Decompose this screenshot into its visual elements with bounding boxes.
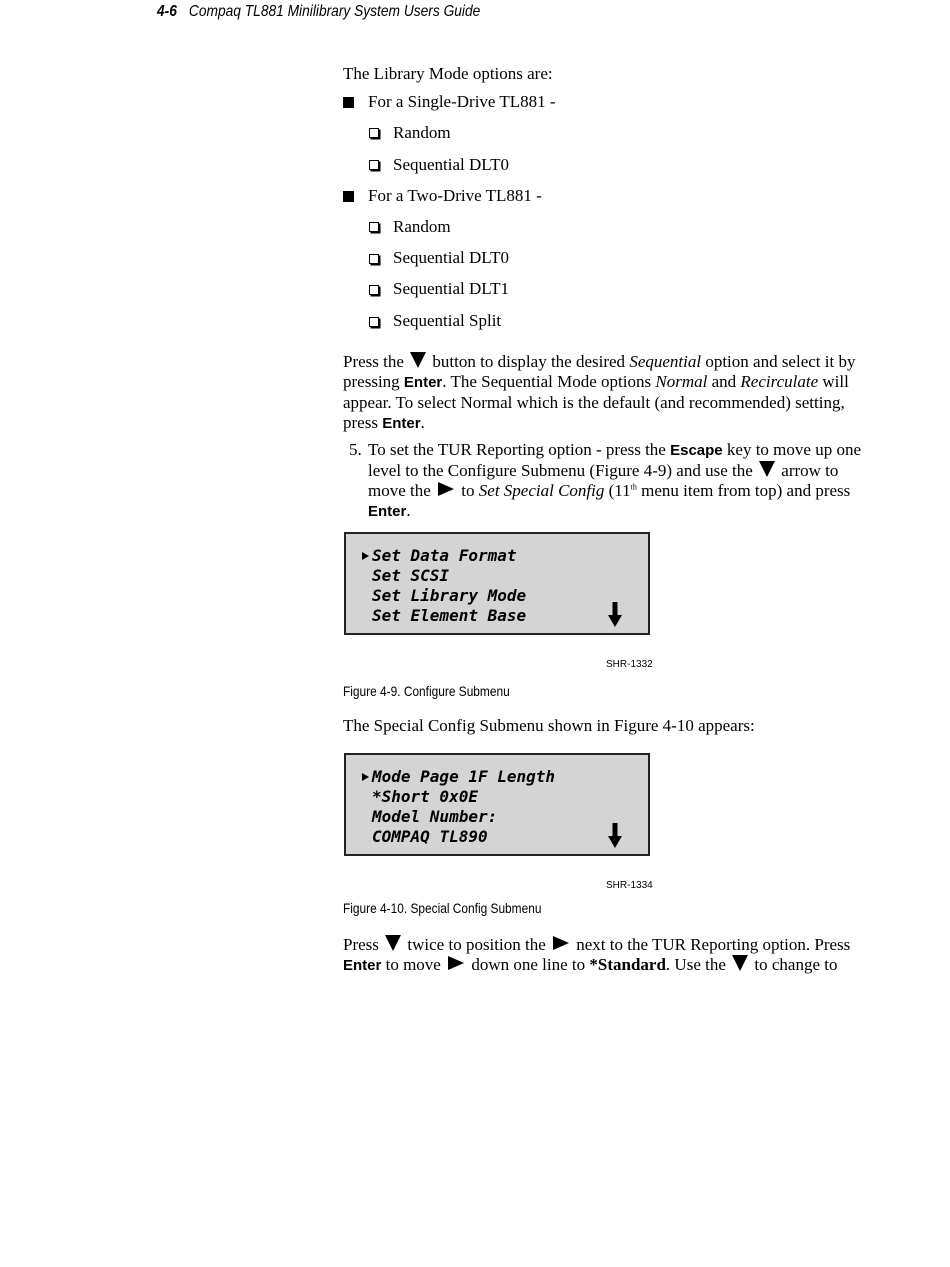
bullet-square-icon (343, 97, 354, 108)
lcd-line: COMPAQ TL890 (372, 827, 488, 846)
checkbox-bullet-icon (369, 128, 379, 138)
intro-text: The Library Mode options are: (343, 64, 553, 83)
menu-pointer-icon (362, 773, 369, 781)
figure-caption: Figure 4-10. Special Config Submenu (343, 900, 542, 916)
enter-key: Enter (403, 374, 443, 391)
figure-caption: Figure 4-9. Configure Submenu (343, 683, 510, 699)
step-number: 5. (349, 440, 362, 459)
special-config-submenu-display (344, 753, 650, 856)
scroll-down-arrow-icon (608, 602, 622, 628)
tur-reporting-paragraph: Press twice to position the next to the TUR Reporting option. Press Enter to move down one line to *Standard. Use the to change to (343, 935, 851, 974)
checkbox-bullet-icon (369, 285, 379, 295)
down-arrow-icon (759, 461, 775, 477)
checkbox-bullet-icon (369, 160, 379, 170)
lcd-line: Set Library Mode (372, 586, 527, 605)
list-item: Sequential Split (393, 311, 502, 330)
down-arrow-icon (732, 955, 748, 971)
lcd-line: Set Element Base (372, 606, 527, 625)
right-pointer-icon (438, 482, 454, 496)
lcd-line: Set Data Format (372, 546, 517, 565)
figure-code: SHR-1334 (606, 880, 653, 891)
sequential-paragraph: Press the button to display the desired Sequential option and select it by pressing Enter. The Sequential Mode options Normal and Recirculate will appear. To select Normal which is the default (and recommended) setting, press Enter. (343, 352, 856, 432)
down-arrow-icon (385, 935, 401, 951)
menu-pointer-icon (362, 552, 369, 560)
document-title: Compaq TL881 Minilibrary System Users Guide (188, 3, 481, 20)
list-item: Sequential DLT0 (393, 248, 509, 267)
scroll-down-arrow-icon (608, 823, 622, 849)
list-item: Sequential DLT1 (393, 279, 509, 298)
enter-key: Enter (368, 503, 407, 520)
escape-key: Escape (670, 442, 723, 459)
single-drive-label: For a Single-Drive TL881 - (368, 92, 556, 111)
lcd-line: Mode Page 1F Length (372, 767, 556, 786)
special-config-text: The Special Config Submenu shown in Figure 4-10 appears: (343, 716, 755, 735)
list-item: Random (393, 217, 451, 236)
right-pointer-icon (553, 936, 569, 950)
enter-key: Enter (343, 957, 382, 974)
two-drive-label: For a Two-Drive TL881 - (368, 186, 542, 205)
checkbox-bullet-icon (369, 317, 379, 327)
right-pointer-icon (448, 956, 464, 970)
page-header (157, 3, 480, 21)
enter-key: Enter (382, 415, 421, 432)
page-number: 4-6 (157, 3, 177, 20)
lcd-line: Set SCSI (372, 566, 450, 585)
list-item: Sequential DLT0 (393, 155, 509, 174)
checkbox-bullet-icon (369, 254, 379, 264)
figure-code: SHR-1332 (606, 659, 653, 670)
list-item: Random (393, 123, 451, 142)
bullet-square-icon (343, 191, 354, 202)
configure-submenu-display (344, 532, 650, 635)
lcd-line: *Short 0x0E (372, 787, 478, 806)
down-arrow-icon (410, 352, 426, 368)
checkbox-bullet-icon (369, 222, 379, 232)
lcd-line: Model Number: (372, 807, 498, 826)
step-5-text: To set the TUR Reporting option - press the Escape key to move up one level to the Configure Submenu (Figure 4-9) and use the arrow to move the to Set Special Config (11th menu item from top) and press Enter. (368, 440, 861, 520)
